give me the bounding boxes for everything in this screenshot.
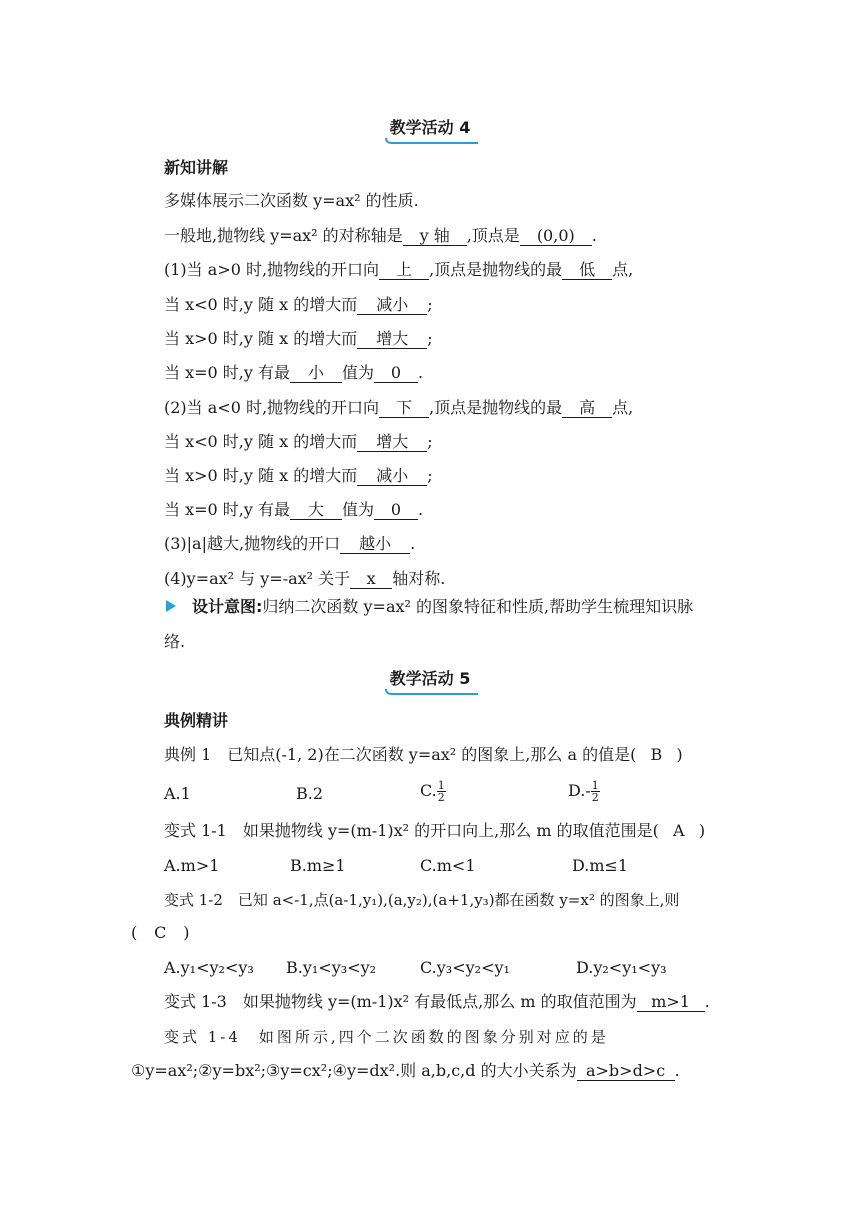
activity4-heading <box>0 115 860 142</box>
variant12-line: 变式 1-2 已知 a<-1,点(a-1,y₁),(a,y₂),(a+1,y₃)都在函数 y=x² 的图象上,则 <box>164 891 680 909</box>
v12-option-a: A.y₁<y₂<y₃ <box>164 958 254 977</box>
heading-underline-icon <box>382 687 482 697</box>
answer-c1-min: 小 <box>290 364 342 383</box>
activity5-heading <box>0 666 860 693</box>
answer-v13: m>1 <box>637 993 705 1012</box>
section-examples: 典例精讲 <box>164 711 229 730</box>
item3-line: (3)|a|越大,抛物线的开口 越小 . <box>164 534 416 553</box>
answer-v11: A <box>673 821 685 840</box>
case2-line: (2)当 a<0 时,抛物线的开口向 下 ,顶点是抛物线的最 高 点, <box>164 398 634 417</box>
answer-axis: y 轴 <box>403 227 467 246</box>
intro-text: 多媒体展示二次函数 y=ax² 的性质. <box>164 191 419 210</box>
design-line-cont: 络. <box>164 632 186 651</box>
design-triangle-icon <box>166 600 176 612</box>
variant13-line: 变式 1-3 如果抛物线 y=(m-1)x² 有最低点,那么 m 的取值范围为 m>1 . <box>164 992 710 1011</box>
answer-item3: 越小 <box>340 535 410 554</box>
v11-option-d: D.m≤1 <box>572 856 629 875</box>
design-label: 设计意图: <box>192 597 263 616</box>
answer-item4: x <box>350 570 392 589</box>
item4-line: (4)y=ax² 与 y=-ax² 关于 x 轴对称. <box>164 569 446 588</box>
answer-c1-pos: 增大 <box>357 330 427 349</box>
answer-case2-open: 下 <box>379 399 429 418</box>
heading-underline-icon <box>382 136 482 146</box>
fraction: $\frac{1}{2}$ <box>437 779 445 804</box>
v12-option-d: D.y₂<y₁<y₃ <box>576 958 667 977</box>
answer-case1-point: 低 <box>562 261 612 280</box>
v12-option-c: C.y₃<y₂<y₁ <box>420 958 510 977</box>
case1-line-neg: 当 x<0 时,y 随 x 的增大而 减小 ; <box>164 295 433 314</box>
answer-case2-point: 高 <box>562 399 612 418</box>
variant14-line-cont: ①y=ax²;②y=bx²;③y=cx²;④y=dx².则 a,b,c,d 的大小关系为 a>b>d>c . <box>131 1061 680 1080</box>
answer-c2-neg: 增大 <box>357 433 427 452</box>
answer-c2-value: 0 <box>374 501 418 520</box>
case1-line-pos: 当 x>0 时,y 随 x 的增大而 增大 ; <box>164 329 433 348</box>
symmetry-line: 一般地,抛物线 y=ax² 的对称轴是 y 轴 ,顶点是 (0,0) . <box>164 226 597 245</box>
answer-c2-max: 大 <box>290 501 342 520</box>
ex1-option-d: D.- $\frac{1}{2}$ <box>568 779 599 804</box>
answer-c2-pos: 减小 <box>357 467 427 486</box>
v11-option-a: A.m>1 <box>164 856 220 875</box>
ex1-option-a: A.1 <box>164 784 191 803</box>
case2-line-pos: 当 x>0 时,y 随 x 的增大而 减小 ; <box>164 466 433 485</box>
answer-vertex: (0,0) <box>520 227 592 246</box>
answer-v14: a>b>d>c <box>577 1062 675 1081</box>
activity5-title: 教学活动 5 <box>389 669 471 688</box>
variant11-line: 变式 1-1 如果抛物线 y=(m-1)x² 的开口向上,那么 m 的取值范围是( A ) <box>164 821 706 840</box>
design-line <box>192 596 693 618</box>
case1-line-zero: 当 x=0 时,y 有最 小 值为 0 . <box>164 363 424 382</box>
design-text: 归纳二次函数 y=ax² 的图象特征和性质,帮助学生梳理知识脉 <box>262 597 694 616</box>
case2-line-neg: 当 x<0 时,y 随 x 的增大而 增大 ; <box>164 432 433 451</box>
answer-case1-open: 上 <box>379 261 429 280</box>
v11-option-c: C.m<1 <box>420 856 476 875</box>
variant14-line: 变式 1-4 如图所示,四个二次函数的图象分别对应的是 <box>164 1028 609 1046</box>
ex1-option-b: B.2 <box>296 784 324 803</box>
variant12-paren: ( C ) <box>131 923 190 942</box>
case2-line-zero: 当 x=0 时,y 有最 大 值为 0 . <box>164 500 424 519</box>
ex1-option-c: C. $\frac{1}{2}$ <box>420 779 445 804</box>
activity4-title: 教学活动 4 <box>389 118 471 137</box>
v11-option-b: B.m≥1 <box>290 856 346 875</box>
answer-ex1: B <box>650 745 663 764</box>
section-new-knowledge: 新知讲解 <box>164 158 229 177</box>
v12-option-b: B.y₁<y₃<y₂ <box>286 958 377 977</box>
example1-line: 典例 1 已知点(-1, 2)在二次函数 y=ax² 的图象上,那么 a 的值是( B ) <box>164 745 683 764</box>
answer-v12: C <box>154 923 167 942</box>
fraction: $\frac{1}{2}$ <box>591 779 599 804</box>
answer-c1-neg: 减小 <box>357 296 427 315</box>
answer-c1-value: 0 <box>374 364 418 383</box>
case1-line: (1)当 a>0 时,抛物线的开口向 上 ,顶点是抛物线的最 低 点, <box>164 260 634 279</box>
